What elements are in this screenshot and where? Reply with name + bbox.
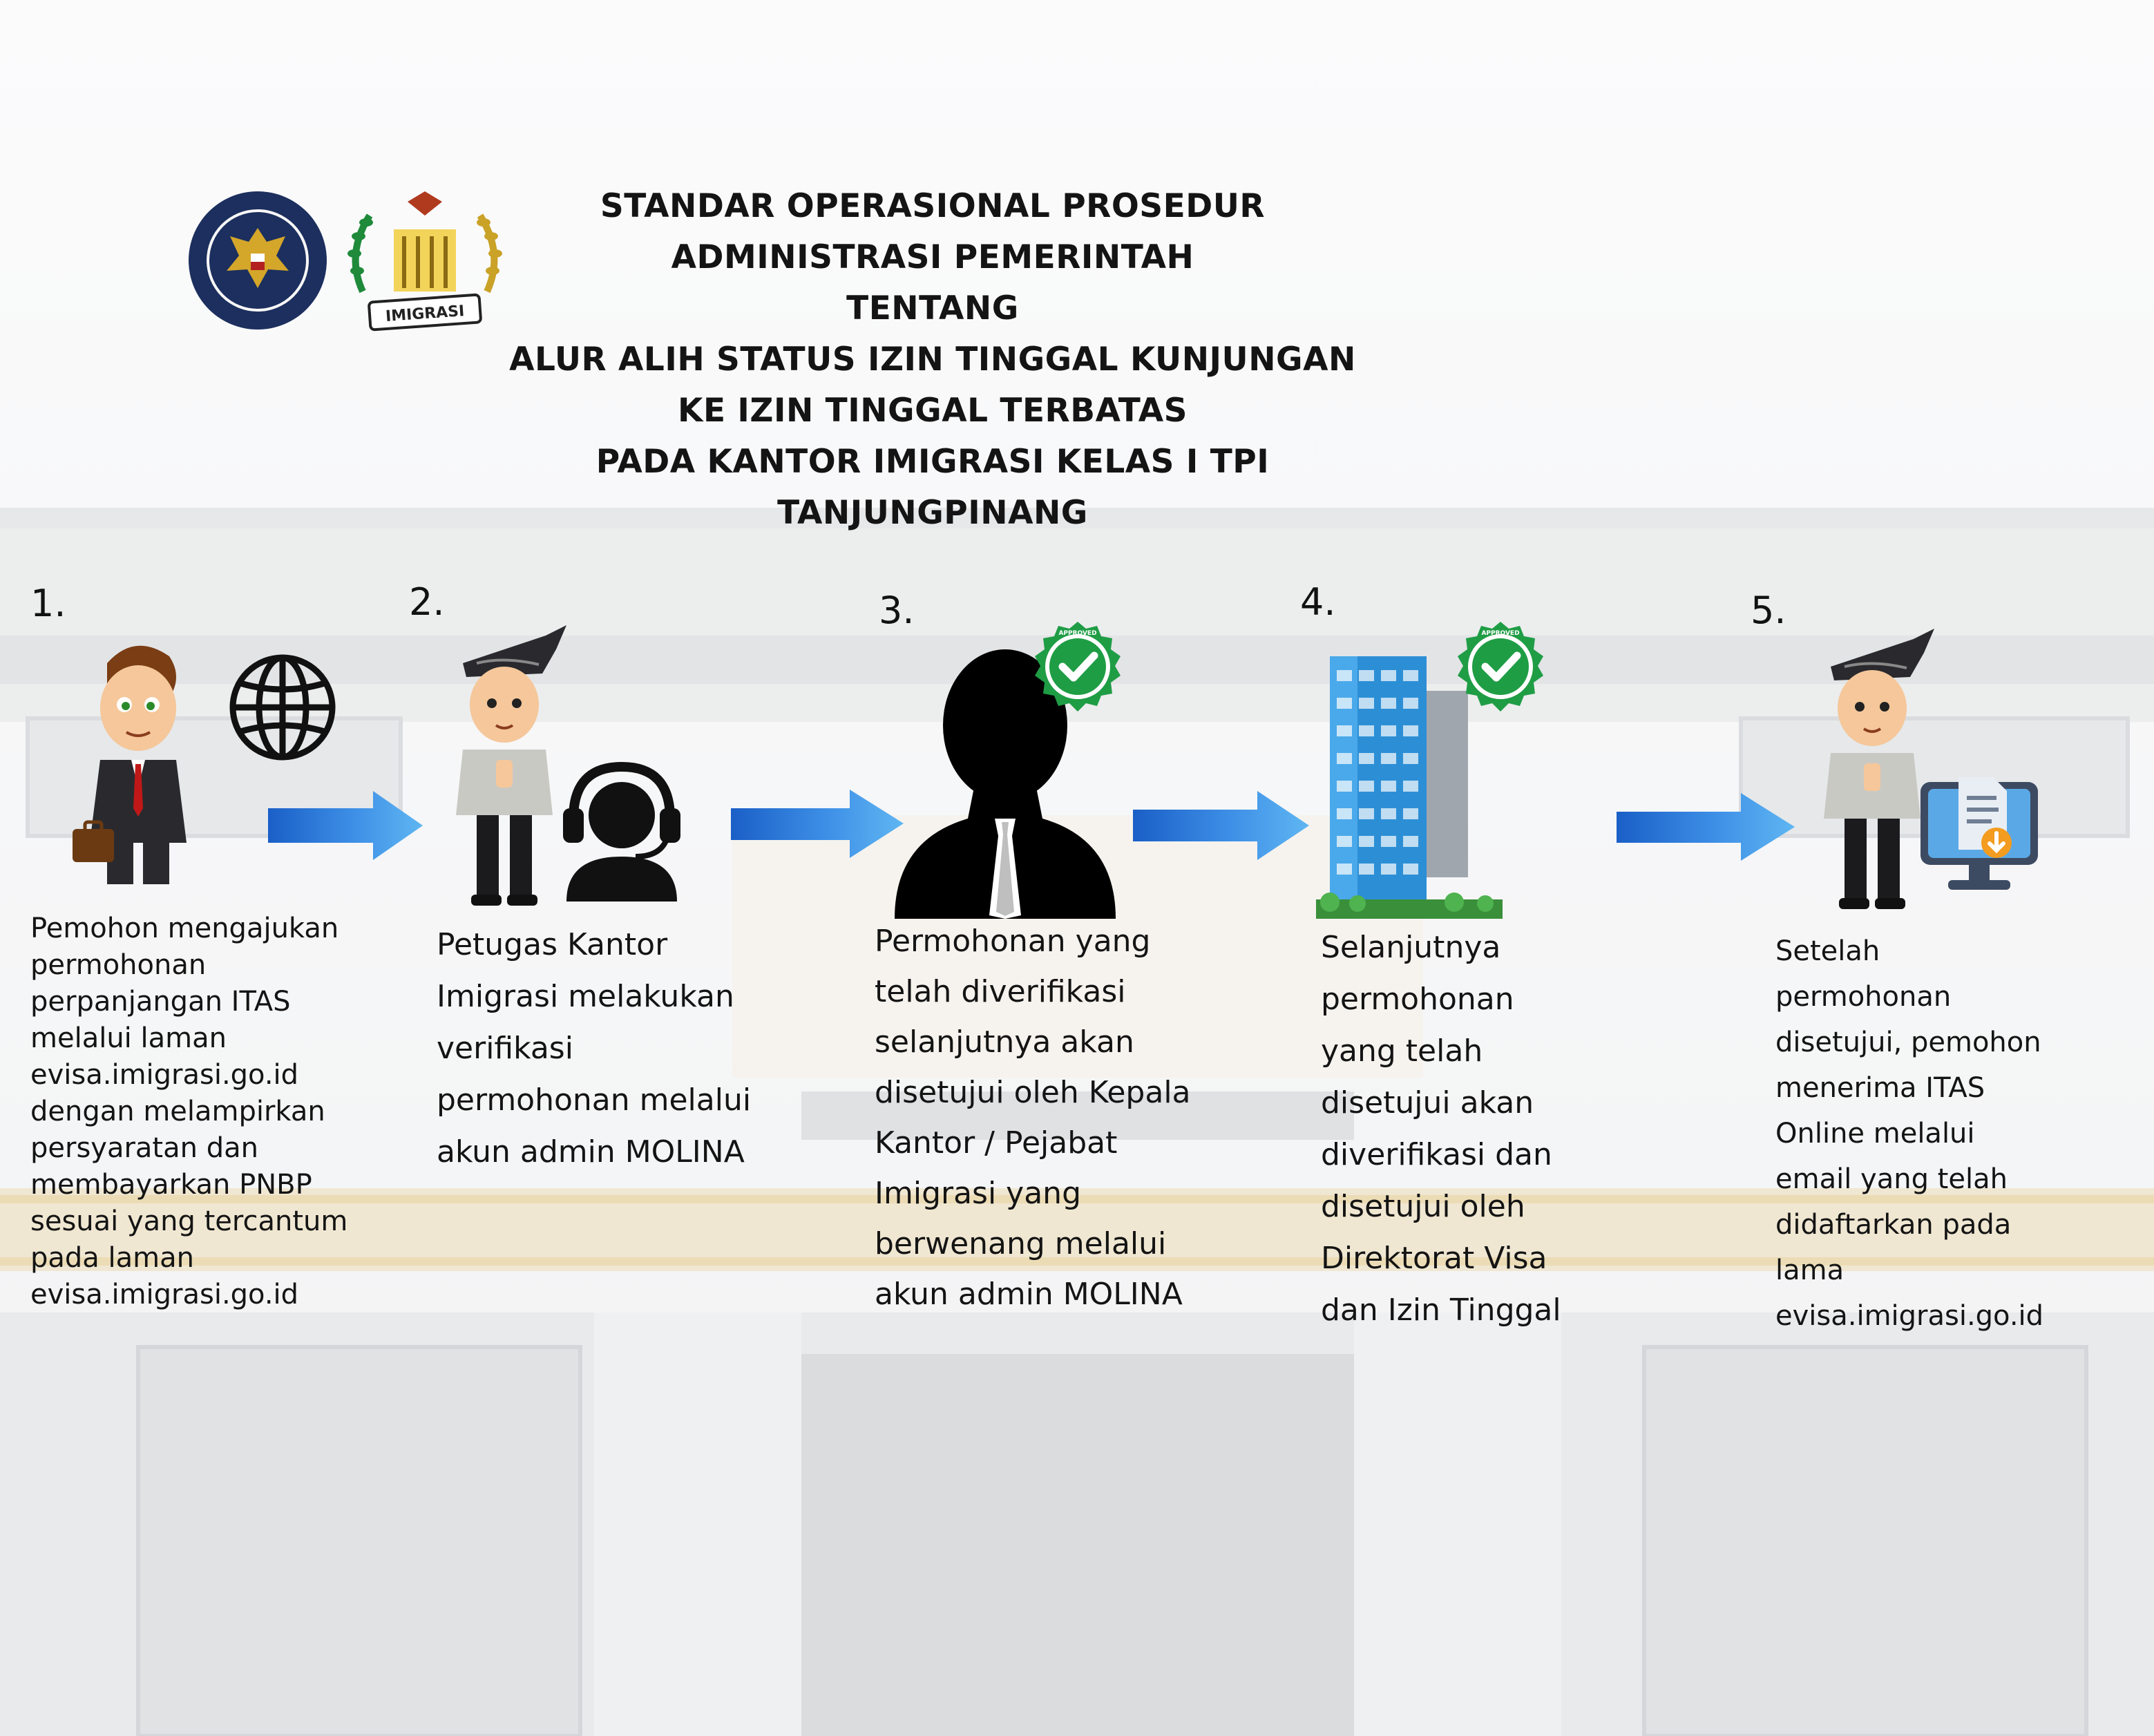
step-5-number: 5.: [1751, 589, 1786, 632]
arrow-2-to-3: [731, 790, 904, 858]
arrow-3-to-4: [1133, 791, 1309, 860]
step-2-description: Petugas Kantor Imigrasi melakukan verifikasi permohonan melalui akun admin MOLINA: [437, 927, 752, 1170]
imigrasi-logo-text: IMIGRASI: [385, 303, 466, 325]
arrow-4-to-5: [1617, 793, 1795, 861]
approved-badge-text: APPROVED: [1058, 630, 1097, 637]
step-4-description: Selanjutnya permohonan yang telah disetujui akan diverifikasi dan disetujui oleh Direktorat Visa dan Izin Tinggal: [1321, 930, 1561, 1328]
step-1-description: Pemohon mengajukan permohonan perpanjangan ITAS melalui laman evisa.imigrasi.go.id dengan melampirkan persyaratan dan membayarkan PNBP sesuai yang tercantum pada laman evisa.imigrasi.go.id: [30, 913, 348, 1310]
approved-badge-text: APPROVED: [1481, 630, 1520, 637]
title-line-4: PADA KANTOR IMIGRASI KELAS I TPI TANJUNGPINANG: [595, 443, 1270, 532]
title-line-3: ALUR ALIH STATUS IZIN TINGGAL KUNJUNGAN KE IZIN TINGGAL TERBATAS: [509, 341, 1356, 430]
step-3-number: 3.: [879, 589, 915, 632]
step-3-description: Permohonan yang telah diverifikasi selanjutnya akan disetujui oleh Kepala Kantor / Pejabat Imigrasi yang berwenang melalui akun admin MOLINA: [875, 924, 1191, 1312]
arrow-1-to-2: [268, 791, 423, 860]
step-5-description: Setelah permohonan disetujui, pemohon menerima ITAS Online melalui email yang telah didaftarkan pada lama evisa.imigrasi.go.id: [1775, 935, 2044, 1332]
step-2-number: 2.: [409, 580, 445, 624]
title-line-1: STANDAR OPERASIONAL PROSEDUR ADMINISTRASI PEMERINTAH: [600, 187, 1266, 276]
step-4-number: 4.: [1300, 580, 1336, 624]
title-line-2: TENTANG: [846, 289, 1019, 327]
step-1-number: 1.: [30, 582, 66, 625]
